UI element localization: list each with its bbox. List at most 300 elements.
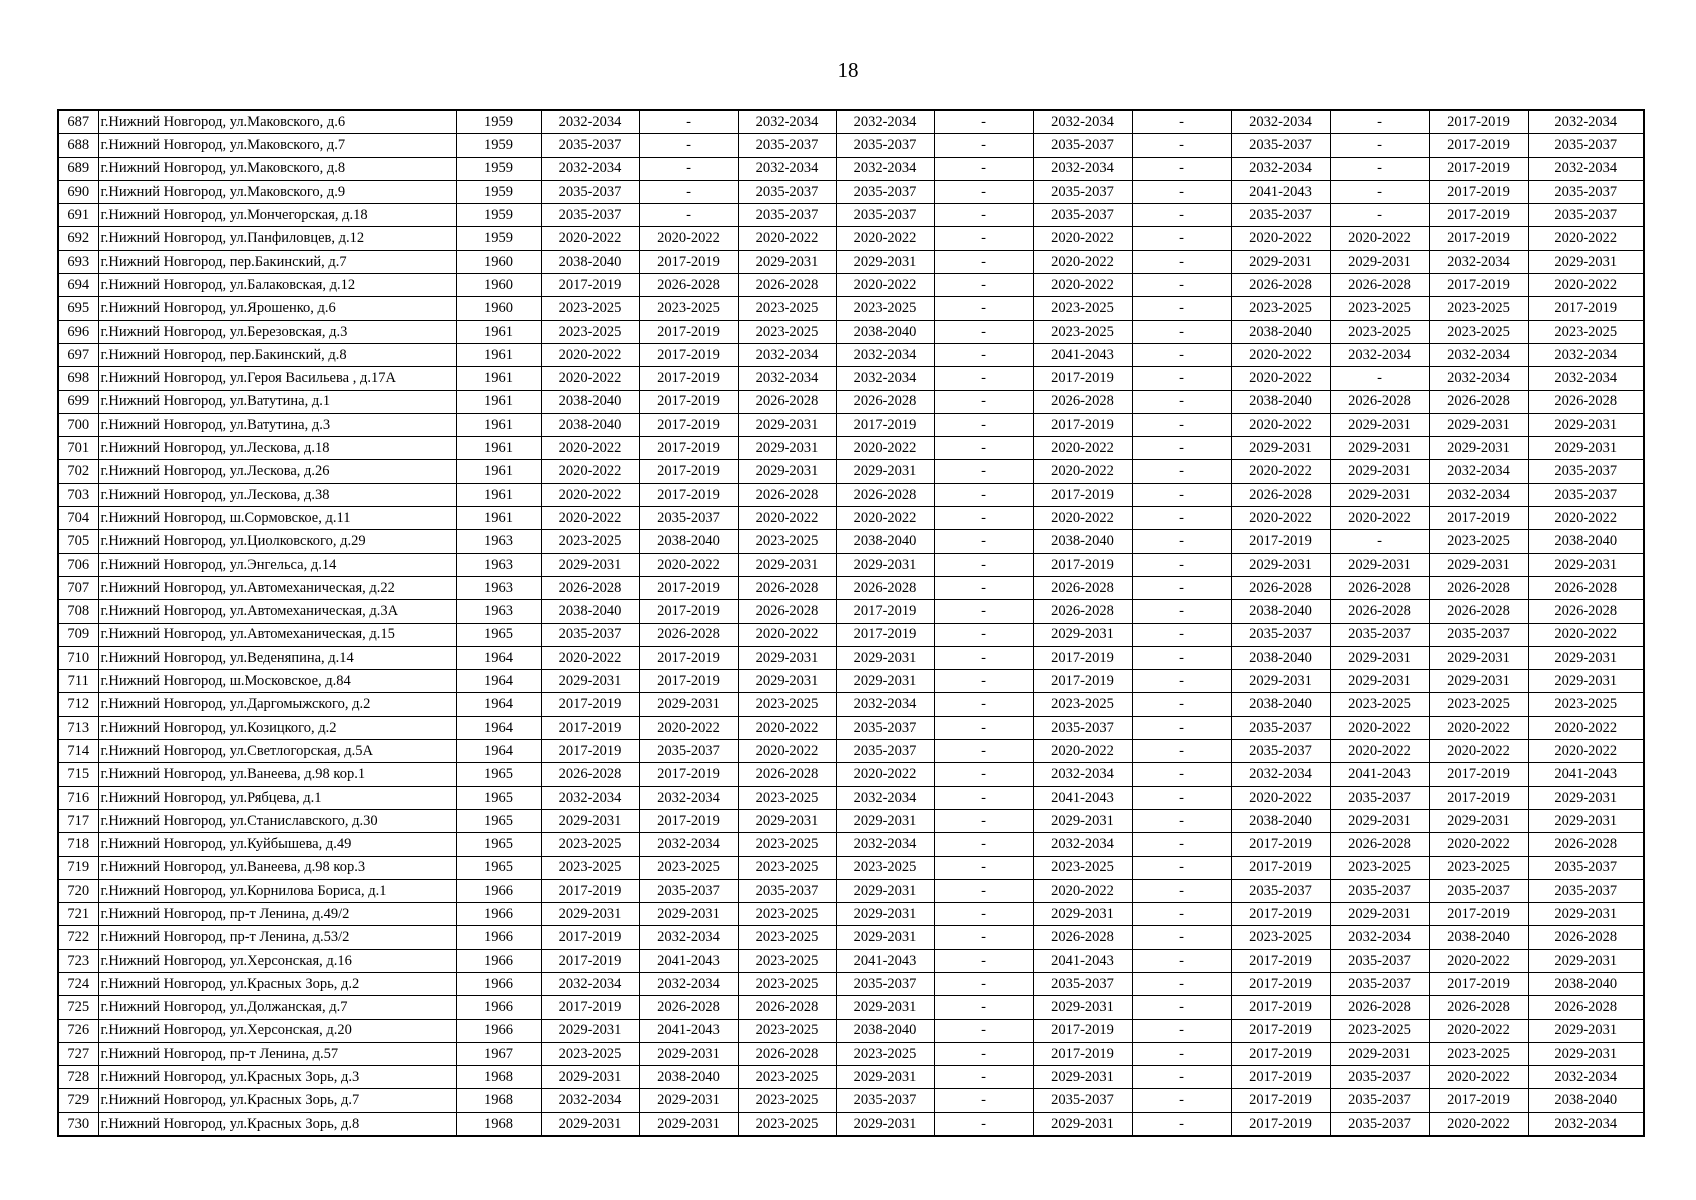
period-cell-11: 2020-2022 [1528,623,1644,646]
period-cell-10: 2023-2025 [1429,693,1528,716]
period-cell-2: - [639,110,738,134]
period-cell-6: 2020-2022 [1033,740,1132,763]
period-cell-3: 2023-2025 [738,903,836,926]
period-cell-11: 2035-2037 [1528,180,1644,203]
period-cell-10: 2029-2031 [1429,437,1528,460]
period-cell-1: 2032-2034 [541,1089,639,1112]
period-cell-11: 2029-2031 [1528,1042,1644,1065]
year-built-cell: 1961 [456,460,541,483]
period-cell-5: - [934,390,1033,413]
row-number-cell: 705 [58,530,98,553]
period-cell-5: - [934,996,1033,1019]
period-cell-1: 2017-2019 [541,740,639,763]
period-cell-6: 2041-2043 [1033,343,1132,366]
year-built-cell: 1963 [456,576,541,599]
period-cell-10: 2023-2025 [1429,320,1528,343]
period-cell-4: 2020-2022 [836,507,934,530]
period-cell-10: 2017-2019 [1429,786,1528,809]
row-number-cell: 715 [58,763,98,786]
period-cell-5: - [934,1019,1033,1042]
period-cell-3: 2035-2037 [738,879,836,902]
period-cell-7: - [1132,530,1231,553]
address-cell: г.Нижний Новгород, ул.Автомеханическая, д.15 [98,623,456,646]
period-cell-2: 2017-2019 [639,670,738,693]
period-cell-11: 2038-2040 [1528,972,1644,995]
period-cell-11: 2017-2019 [1528,297,1644,320]
period-cell-4: 2032-2034 [836,110,934,134]
table-row [58,623,1644,646]
period-cell-7: - [1132,1042,1231,1065]
period-cell-7: - [1132,903,1231,926]
period-cell-11: 2029-2031 [1528,553,1644,576]
period-cell-9: 2026-2028 [1330,390,1429,413]
row-number-cell: 729 [58,1089,98,1112]
period-cell-5: - [934,693,1033,716]
period-cell-4: 2035-2037 [836,716,934,739]
period-cell-7: - [1132,180,1231,203]
period-cell-9: - [1330,157,1429,180]
period-cell-8: 2017-2019 [1231,996,1330,1019]
period-cell-9: 2029-2031 [1330,1042,1429,1065]
row-number-cell: 712 [58,693,98,716]
period-cell-3: 2029-2031 [738,646,836,669]
table-row [58,576,1644,599]
year-built-cell: 1960 [456,274,541,297]
row-number-cell: 687 [58,110,98,134]
period-cell-9: 2035-2037 [1330,972,1429,995]
period-cell-4: 2017-2019 [836,600,934,623]
period-cell-3: 2026-2028 [738,600,836,623]
period-cell-11: 2026-2028 [1528,600,1644,623]
table-row [58,879,1644,902]
period-cell-7: - [1132,600,1231,623]
period-cell-8: 2017-2019 [1231,972,1330,995]
period-cell-9: 2020-2022 [1330,740,1429,763]
period-cell-8: 2017-2019 [1231,949,1330,972]
period-cell-11: 2029-2031 [1528,670,1644,693]
table-row [58,110,1644,134]
period-cell-6: 2026-2028 [1033,390,1132,413]
period-cell-9: 2035-2037 [1330,623,1429,646]
year-built-cell: 1967 [456,1042,541,1065]
address-cell: г.Нижний Новгород, ш.Сормовское, д.11 [98,507,456,530]
year-built-cell: 1966 [456,903,541,926]
period-cell-3: 2026-2028 [738,390,836,413]
period-cell-6: 2035-2037 [1033,716,1132,739]
period-cell-7: - [1132,483,1231,506]
row-number-cell: 700 [58,413,98,436]
period-cell-5: - [934,134,1033,157]
year-built-cell: 1960 [456,297,541,320]
period-cell-2: 2029-2031 [639,693,738,716]
period-cell-2: 2017-2019 [639,437,738,460]
period-cell-10: 2017-2019 [1429,763,1528,786]
period-cell-9: 2029-2031 [1330,460,1429,483]
period-cell-4: 2020-2022 [836,274,934,297]
period-cell-3: 2023-2025 [738,949,836,972]
period-cell-5: - [934,763,1033,786]
year-built-cell: 1963 [456,600,541,623]
period-cell-10: 2017-2019 [1429,110,1528,134]
housing-repair-schedule-table [57,109,1645,1137]
row-number-cell: 716 [58,786,98,809]
period-cell-9: 2026-2028 [1330,576,1429,599]
table-row [58,833,1644,856]
period-cell-2: 2017-2019 [639,413,738,436]
period-cell-3: 2029-2031 [738,670,836,693]
address-cell: г.Нижний Новгород, ул.Лескова, д.38 [98,483,456,506]
period-cell-4: 2038-2040 [836,530,934,553]
period-cell-8: 2017-2019 [1231,530,1330,553]
page-number: 18 [837,58,859,82]
period-cell-2: 2017-2019 [639,809,738,832]
period-cell-7: - [1132,623,1231,646]
year-built-cell: 1966 [456,972,541,995]
period-cell-7: - [1132,576,1231,599]
period-cell-9: 2020-2022 [1330,507,1429,530]
table-row [58,972,1644,995]
period-cell-1: 2020-2022 [541,227,639,250]
year-built-cell: 1966 [456,996,541,1019]
address-cell: г.Нижний Новгород, пр-т Ленина, д.57 [98,1042,456,1065]
period-cell-6: 2035-2037 [1033,180,1132,203]
year-built-cell: 1964 [456,670,541,693]
period-cell-2: 2020-2022 [639,716,738,739]
period-cell-7: - [1132,227,1231,250]
period-cell-5: - [934,903,1033,926]
table-row [58,367,1644,390]
period-cell-11: 2029-2031 [1528,413,1644,436]
period-cell-1: 2035-2037 [541,623,639,646]
period-cell-6: 2017-2019 [1033,553,1132,576]
table-row [58,949,1644,972]
period-cell-3: 2029-2031 [738,250,836,273]
table-row [58,763,1644,786]
period-cell-10: 2029-2031 [1429,413,1528,436]
period-cell-11: 2029-2031 [1528,949,1644,972]
period-cell-9: 2029-2031 [1330,646,1429,669]
period-cell-1: 2029-2031 [541,670,639,693]
table-row [58,157,1644,180]
period-cell-3: 2023-2025 [738,530,836,553]
year-built-cell: 1964 [456,646,541,669]
period-cell-3: 2035-2037 [738,134,836,157]
period-cell-7: - [1132,134,1231,157]
period-cell-2: 2017-2019 [639,600,738,623]
period-cell-4: 2041-2043 [836,949,934,972]
period-cell-11: 2026-2028 [1528,576,1644,599]
year-built-cell: 1966 [456,926,541,949]
period-cell-8: 2032-2034 [1231,110,1330,134]
period-cell-6: 2020-2022 [1033,507,1132,530]
period-cell-8: 2020-2022 [1231,227,1330,250]
table-row [58,134,1644,157]
row-number-cell: 722 [58,926,98,949]
period-cell-5: - [934,786,1033,809]
address-cell: г.Нижний Новгород, ул.Маковского, д.8 [98,157,456,180]
period-cell-10: 2026-2028 [1429,390,1528,413]
period-cell-7: - [1132,1112,1231,1136]
row-number-cell: 725 [58,996,98,1019]
period-cell-6: 2017-2019 [1033,1019,1132,1042]
period-cell-3: 2023-2025 [738,1066,836,1089]
period-cell-7: - [1132,716,1231,739]
period-cell-10: 2020-2022 [1429,716,1528,739]
period-cell-3: 2023-2025 [738,693,836,716]
period-cell-2: 2035-2037 [639,507,738,530]
period-cell-3: 2035-2037 [738,204,836,227]
period-cell-4: 2032-2034 [836,367,934,390]
address-cell: г.Нижний Новгород, ул.Маковского, д.6 [98,110,456,134]
period-cell-9: 2026-2028 [1330,996,1429,1019]
period-cell-5: - [934,530,1033,553]
address-cell: г.Нижний Новгород, ул.Должанская, д.7 [98,996,456,1019]
period-cell-10: 2017-2019 [1429,972,1528,995]
address-cell: г.Нижний Новгород, ул.Березовская, д.3 [98,320,456,343]
period-cell-7: - [1132,646,1231,669]
year-built-cell: 1961 [456,343,541,366]
year-built-cell: 1963 [456,530,541,553]
period-cell-5: - [934,553,1033,576]
period-cell-8: 2035-2037 [1231,879,1330,902]
period-cell-6: 2023-2025 [1033,320,1132,343]
table-row [58,926,1644,949]
period-cell-11: 2032-2034 [1528,367,1644,390]
address-cell: г.Нижний Новгород, ул.Веденяпина, д.14 [98,646,456,669]
address-cell: г.Нижний Новгород, ул.Красных Зорь, д.8 [98,1112,456,1136]
period-cell-1: 2032-2034 [541,972,639,995]
row-number-cell: 728 [58,1066,98,1089]
period-cell-4: 2026-2028 [836,390,934,413]
period-cell-4: 2029-2031 [836,903,934,926]
period-cell-11: 2020-2022 [1528,274,1644,297]
period-cell-6: 2023-2025 [1033,856,1132,879]
period-cell-7: - [1132,856,1231,879]
table-row [58,507,1644,530]
address-cell: г.Нижний Новгород, ул.Балаковская, д.12 [98,274,456,297]
period-cell-2: 2023-2025 [639,297,738,320]
period-cell-1: 2038-2040 [541,600,639,623]
period-cell-1: 2026-2028 [541,763,639,786]
period-cell-2: 2032-2034 [639,972,738,995]
period-cell-10: 2017-2019 [1429,180,1528,203]
period-cell-3: 2026-2028 [738,763,836,786]
row-number-cell: 704 [58,507,98,530]
period-cell-8: 2017-2019 [1231,903,1330,926]
address-cell: г.Нижний Новгород, ул.Херсонская, д.20 [98,1019,456,1042]
period-cell-3: 2026-2028 [738,1042,836,1065]
period-cell-4: 2029-2031 [836,553,934,576]
period-cell-5: - [934,227,1033,250]
period-cell-2: 2017-2019 [639,483,738,506]
period-cell-3: 2023-2025 [738,297,836,320]
period-cell-4: 2029-2031 [836,646,934,669]
table-row [58,553,1644,576]
period-cell-11: 2032-2034 [1528,1066,1644,1089]
period-cell-8: 2020-2022 [1231,786,1330,809]
table-row [58,320,1644,343]
address-cell: г.Нижний Новгород, ул.Мончегорская, д.18 [98,204,456,227]
period-cell-6: 2020-2022 [1033,227,1132,250]
row-number-cell: 724 [58,972,98,995]
period-cell-2: 2035-2037 [639,740,738,763]
period-cell-10: 2020-2022 [1429,1066,1528,1089]
period-cell-8: 2020-2022 [1231,460,1330,483]
year-built-cell: 1966 [456,1019,541,1042]
period-cell-4: 2032-2034 [836,786,934,809]
address-cell: г.Нижний Новгород, ул.Ватутина, д.3 [98,413,456,436]
row-number-cell: 714 [58,740,98,763]
period-cell-7: - [1132,250,1231,273]
period-cell-11: 2026-2028 [1528,833,1644,856]
period-cell-3: 2023-2025 [738,856,836,879]
address-cell: г.Нижний Новгород, ул.Корнилова Бориса, д.1 [98,879,456,902]
row-number-cell: 710 [58,646,98,669]
period-cell-10: 2029-2031 [1429,809,1528,832]
period-cell-4: 2020-2022 [836,227,934,250]
period-cell-10: 2020-2022 [1429,740,1528,763]
period-cell-8: 2026-2028 [1231,483,1330,506]
period-cell-4: 2029-2031 [836,879,934,902]
period-cell-9: 2035-2037 [1330,1066,1429,1089]
period-cell-5: - [934,740,1033,763]
period-cell-1: 2029-2031 [541,1112,639,1136]
year-built-cell: 1964 [456,693,541,716]
period-cell-1: 2020-2022 [541,507,639,530]
period-cell-2: 2026-2028 [639,274,738,297]
period-cell-11: 2029-2031 [1528,809,1644,832]
period-cell-7: - [1132,1019,1231,1042]
period-cell-6: 2017-2019 [1033,670,1132,693]
period-cell-10: 2023-2025 [1429,1042,1528,1065]
table-row [58,1089,1644,1112]
period-cell-1: 2017-2019 [541,879,639,902]
period-cell-6: 2023-2025 [1033,693,1132,716]
address-cell: г.Нижний Новгород, ул.Красных Зорь, д.7 [98,1089,456,1112]
period-cell-7: - [1132,670,1231,693]
table-row [58,437,1644,460]
address-cell: г.Нижний Новгород, ул.Циолковского, д.29 [98,530,456,553]
period-cell-6: 2020-2022 [1033,437,1132,460]
period-cell-8: 2038-2040 [1231,600,1330,623]
period-cell-6: 2017-2019 [1033,413,1132,436]
address-cell: г.Нижний Новгород, ул.Светлогорская, д.5А [98,740,456,763]
period-cell-4: 2038-2040 [836,320,934,343]
period-cell-2: 2029-2031 [639,903,738,926]
period-cell-8: 2017-2019 [1231,833,1330,856]
period-cell-11: 2035-2037 [1528,856,1644,879]
period-cell-3: 2032-2034 [738,343,836,366]
period-cell-10: 2032-2034 [1429,343,1528,366]
period-cell-7: - [1132,693,1231,716]
period-cell-1: 2017-2019 [541,926,639,949]
row-number-cell: 703 [58,483,98,506]
year-built-cell: 1959 [456,157,541,180]
period-cell-8: 2029-2031 [1231,437,1330,460]
table-row [58,786,1644,809]
table-row [58,390,1644,413]
year-built-cell: 1961 [456,507,541,530]
period-cell-11: 2029-2031 [1528,1019,1644,1042]
address-cell: г.Нижний Новгород, ул.Маковского, д.7 [98,134,456,157]
table-row [58,343,1644,366]
period-cell-6: 2026-2028 [1033,600,1132,623]
period-cell-3: 2032-2034 [738,157,836,180]
period-cell-8: 2029-2031 [1231,250,1330,273]
period-cell-6: 2020-2022 [1033,879,1132,902]
row-number-cell: 701 [58,437,98,460]
period-cell-5: - [934,879,1033,902]
row-number-cell: 723 [58,949,98,972]
period-cell-10: 2020-2022 [1429,1019,1528,1042]
period-cell-7: - [1132,157,1231,180]
year-built-cell: 1966 [456,949,541,972]
period-cell-5: - [934,646,1033,669]
year-built-cell: 1959 [456,110,541,134]
address-cell: г.Нижний Новгород, ул.Красных Зорь, д.3 [98,1066,456,1089]
period-cell-6: 2020-2022 [1033,460,1132,483]
period-cell-1: 2023-2025 [541,1042,639,1065]
period-cell-1: 2023-2025 [541,297,639,320]
row-number-cell: 730 [58,1112,98,1136]
period-cell-11: 2026-2028 [1528,996,1644,1019]
row-number-cell: 693 [58,250,98,273]
period-cell-6: 2017-2019 [1033,367,1132,390]
period-cell-6: 2035-2037 [1033,972,1132,995]
address-cell: г.Нижний Новгород, ул.Станиславского, д.30 [98,809,456,832]
year-built-cell: 1965 [456,786,541,809]
period-cell-5: - [934,483,1033,506]
period-cell-6: 2032-2034 [1033,763,1132,786]
period-cell-11: 2023-2025 [1528,320,1644,343]
row-number-cell: 698 [58,367,98,390]
period-cell-8: 2017-2019 [1231,1112,1330,1136]
period-cell-2: 2038-2040 [639,530,738,553]
period-cell-1: 2023-2025 [541,320,639,343]
period-cell-3: 2029-2031 [738,460,836,483]
period-cell-8: 2038-2040 [1231,693,1330,716]
period-cell-6: 2032-2034 [1033,157,1132,180]
period-cell-3: 2020-2022 [738,623,836,646]
period-cell-2: 2035-2037 [639,879,738,902]
address-cell: г.Нижний Новгород, пр-т Ленина, д.53/2 [98,926,456,949]
period-cell-11: 2035-2037 [1528,879,1644,902]
period-cell-2: 2020-2022 [639,227,738,250]
period-cell-6: 2032-2034 [1033,110,1132,134]
period-cell-3: 2032-2034 [738,367,836,390]
period-cell-10: 2017-2019 [1429,227,1528,250]
period-cell-4: 2023-2025 [836,856,934,879]
period-cell-1: 2029-2031 [541,553,639,576]
address-cell: г.Нижний Новгород, ул.Даргомыжского, д.2 [98,693,456,716]
address-cell: г.Нижний Новгород, ул.Рябцева, д.1 [98,786,456,809]
period-cell-10: 2029-2031 [1429,646,1528,669]
period-cell-11: 2020-2022 [1528,507,1644,530]
period-cell-8: 2029-2031 [1231,553,1330,576]
period-cell-9: 2029-2031 [1330,670,1429,693]
address-cell: г.Нижний Новгород, ул.Херсонская, д.16 [98,949,456,972]
table-row [58,670,1644,693]
period-cell-7: - [1132,763,1231,786]
period-cell-3: 2026-2028 [738,483,836,506]
period-cell-10: 2038-2040 [1429,926,1528,949]
period-cell-2: 2041-2043 [639,949,738,972]
period-cell-7: - [1132,949,1231,972]
row-number-cell: 699 [58,390,98,413]
period-cell-3: 2029-2031 [738,413,836,436]
period-cell-3: 2023-2025 [738,833,836,856]
address-cell: г.Нижний Новгород, ул.Маковского, д.9 [98,180,456,203]
